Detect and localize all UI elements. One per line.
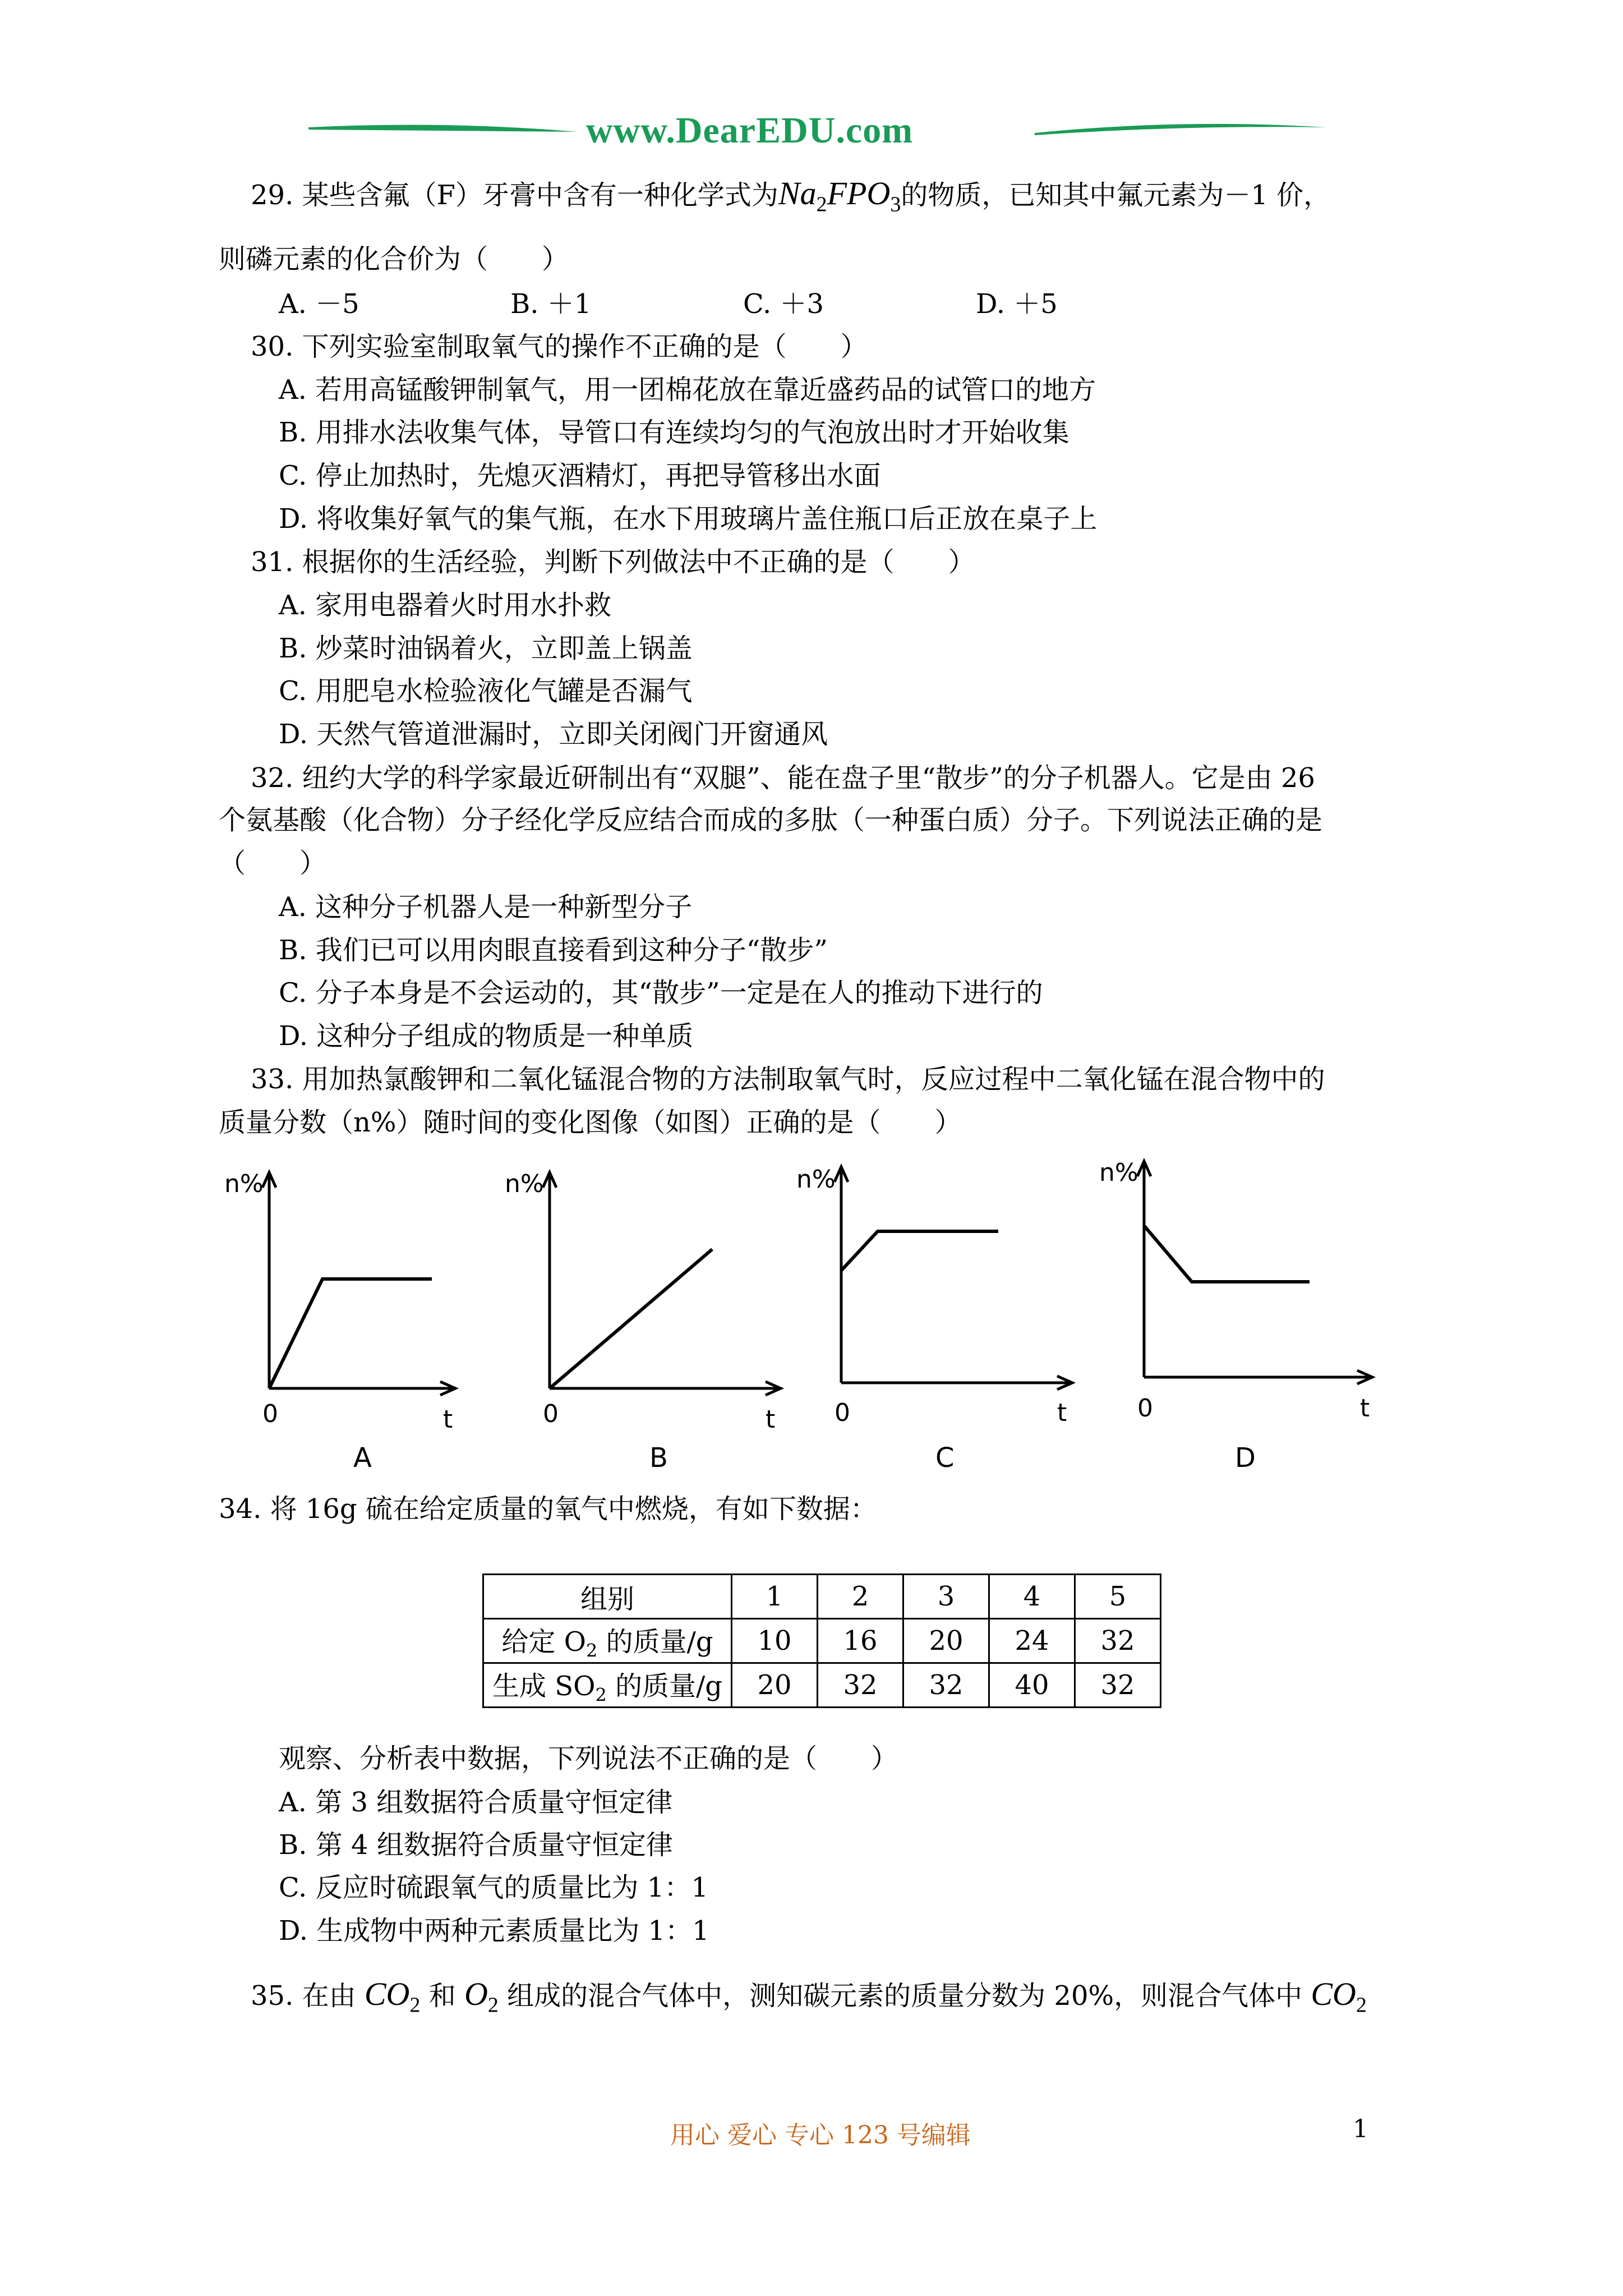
q35-formula-o2: $O_2$ bbox=[464, 1976, 499, 2017]
q29-option-b: B. ＋1 bbox=[510, 288, 592, 320]
table-row-header bbox=[483, 1575, 1161, 1619]
q29-stem-part2: 的物质，已知其中氟元素为－1 价， bbox=[901, 180, 1331, 211]
table-cell: 32 bbox=[1075, 1663, 1161, 1708]
table-cell: 32 bbox=[818, 1663, 903, 1708]
q30-option-d: D. 将收集好氧气的集气瓶，在水下用玻璃片盖住瓶口后正放在桌子上 bbox=[279, 503, 1098, 535]
graph-d-xlabel: t bbox=[1360, 1394, 1370, 1423]
table-group-3: 3 bbox=[903, 1575, 989, 1619]
q32-stem-line3: （ ） bbox=[219, 848, 327, 879]
table-group-2: 2 bbox=[818, 1575, 903, 1619]
graph-b[interactable] bbox=[494, 1153, 785, 1478]
q31-option-d: D. 天然气管道泄漏时，立即关闭阀门开窗通风 bbox=[279, 719, 828, 750]
table-row-o2 bbox=[483, 1619, 1161, 1663]
graph-c-xlabel: t bbox=[1057, 1398, 1067, 1427]
q29-stem-line1 bbox=[251, 177, 1330, 222]
table-cell: 32 bbox=[1075, 1619, 1161, 1663]
table-cell: 20 bbox=[903, 1619, 989, 1663]
table-cell: 40 bbox=[989, 1663, 1075, 1708]
header-swoosh-right bbox=[1035, 115, 1326, 143]
graph-b-ylabel: n% bbox=[505, 1170, 544, 1198]
table-cell: 10 bbox=[732, 1619, 818, 1663]
q30-option-c: C. 停止加热时，先熄灭酒精灯，再把导管移出水面 bbox=[279, 460, 881, 491]
table-group-4: 4 bbox=[989, 1575, 1075, 1619]
q34-prompt: 观察、分析表中数据，下列说法不正确的是（ ） bbox=[279, 1743, 898, 1774]
table-group-1: 1 bbox=[732, 1575, 818, 1619]
graph-d[interactable] bbox=[1088, 1153, 1380, 1478]
q31-option-b: B. 炒菜时油锅着火，立即盖上锅盖 bbox=[279, 633, 693, 664]
header-swoosh-left bbox=[308, 115, 578, 143]
q31-stem: 31. 根据你的生活经验，判断下列做法中不正确的是（ ） bbox=[251, 546, 975, 578]
q29-option-c: C. ＋3 bbox=[743, 288, 824, 320]
q30-option-b: B. 用排水法收集气体，导管口有连续均匀的气泡放出时才开始收集 bbox=[279, 417, 1069, 448]
graph-a-origin: 0 bbox=[262, 1400, 278, 1428]
q34-data-table bbox=[482, 1573, 1161, 1708]
graph-a-xlabel: t bbox=[443, 1405, 453, 1434]
graph-c-label: C bbox=[935, 1442, 955, 1474]
brand-logo-text[interactable]: www.DearEDU.com bbox=[586, 110, 914, 151]
q35-formula-co2: $CO_2$ bbox=[364, 1976, 421, 2017]
graph-d-ylabel: n% bbox=[1099, 1158, 1138, 1187]
q29-option-d: D. ＋5 bbox=[976, 288, 1058, 320]
table-header-group: 组别 bbox=[483, 1575, 732, 1619]
q29-option-a: A. －5 bbox=[279, 288, 359, 320]
graph-b-label: B bbox=[649, 1442, 668, 1474]
q29-formula: $Na_2FPO_3$ bbox=[778, 175, 901, 217]
table-cell: 16 bbox=[818, 1619, 903, 1663]
table-cell: 24 bbox=[989, 1619, 1075, 1663]
q32-option-a: A. 这种分子机器人是一种新型分子 bbox=[279, 891, 693, 923]
q30-option-a: A. 若用高锰酸钾制氧气，用一团棉花放在靠近盛药品的试管口的地方 bbox=[279, 374, 1096, 406]
graph-a[interactable] bbox=[213, 1153, 460, 1478]
q32-option-c: C. 分子本身是不会运动的，其“散步”一定是在人的推动下进行的 bbox=[279, 977, 1043, 1009]
graph-a-label: A bbox=[353, 1442, 372, 1474]
table-row-o2-label: 给定 $O_2$ 的质量/g bbox=[483, 1619, 732, 1663]
q32-option-b: B. 我们已可以用肉眼直接看到这种分子“散步” bbox=[279, 935, 828, 966]
graph-c[interactable] bbox=[785, 1153, 1077, 1478]
q33-stem-line1: 33. 用加热氯酸钾和二氧化锰混合物的方法制取氧气时，反应过程中二氧化锰在混合物中的 bbox=[251, 1064, 1325, 1095]
q32-option-d: D. 这种分子组成的物质是一种单质 bbox=[279, 1020, 694, 1052]
q30-stem: 30. 下列实验室制取氧气的操作不正确的是（ ） bbox=[251, 331, 868, 362]
table-row-so2-label: 生成 $SO_2$ 的质量/g bbox=[483, 1663, 732, 1708]
q32-stem-line1: 32. 纽约大学的科学家最近研制出有“双腿”、能在盘子里“散步”的分子机器人。它是由 26 bbox=[251, 762, 1316, 794]
footer-text: 用心 爱心 专心 123 号编辑 bbox=[670, 2121, 971, 2150]
table-cell: 20 bbox=[732, 1663, 818, 1708]
graph-c-origin: 0 bbox=[834, 1398, 850, 1427]
q34-option-b: B. 第 4 组数据符合质量守恒定律 bbox=[279, 1829, 673, 1861]
q34-stem: 34. 将 16g 硫在给定质量的氧气中燃烧，有如下数据： bbox=[219, 1493, 877, 1525]
q33-stem-line2: 质量分数（n%）随时间的变化图像（如图）正确的是（ ） bbox=[219, 1107, 962, 1138]
table-row-so2 bbox=[483, 1663, 1161, 1708]
table-cell: 32 bbox=[903, 1663, 989, 1708]
graph-c-ylabel: n% bbox=[796, 1165, 836, 1194]
q35-formula-co2-end: $CO_2$ bbox=[1311, 1976, 1367, 2017]
graph-d-label: D bbox=[1235, 1442, 1256, 1474]
graph-d-origin: 0 bbox=[1137, 1394, 1153, 1423]
q35-stem: 35. 在由 $CO_2$ 和 $O_2$ 组成的混合气体中，测知碳元素的质量分数为 20%，则混合气体中 $CO_2$ bbox=[251, 1976, 1367, 2017]
q31-option-c: C. 用肥皂水检验液化气罐是否漏气 bbox=[279, 675, 693, 707]
q31-option-a: A. 家用电器着火时用水扑救 bbox=[279, 590, 612, 621]
q34-option-c: C. 反应时硫跟氧气的质量比为 1：1 bbox=[279, 1872, 708, 1903]
page-number: 1 bbox=[1353, 2115, 1368, 2143]
q32-stem-line2: 个氨基酸（化合物）分子经化学反应结合而成的多肽（一种蛋白质）分子。下列说法正确的是 bbox=[219, 804, 1323, 836]
q29-stem-part1: 29. 某些含氟（F）牙膏中含有一种化学式为 bbox=[251, 180, 778, 211]
q34-option-a: A. 第 3 组数据符合质量守恒定律 bbox=[279, 1787, 673, 1818]
q34-option-d: D. 生成物中两种元素质量比为 1：1 bbox=[279, 1915, 709, 1947]
graph-b-xlabel: t bbox=[766, 1405, 776, 1434]
table-group-5: 5 bbox=[1075, 1575, 1161, 1619]
graph-a-ylabel: n% bbox=[224, 1170, 264, 1198]
q29-stem-line2: 则磷元素的化合价为（ ） bbox=[219, 243, 569, 275]
graph-b-origin: 0 bbox=[543, 1400, 559, 1428]
